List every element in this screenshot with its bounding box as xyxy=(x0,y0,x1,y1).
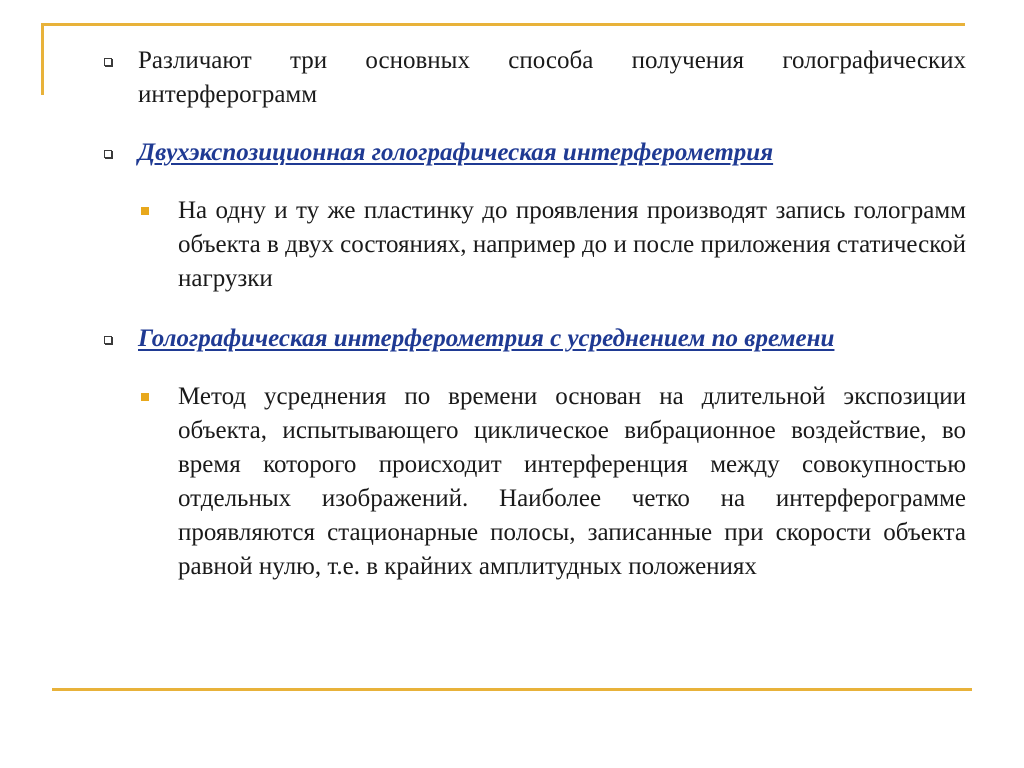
section-1-heading-link[interactable]: Двухэкспозиционная голографическая интерферометрия xyxy=(138,139,774,166)
section-2-heading-link[interactable]: Голографическая интерферометрия с усреднением по времени xyxy=(138,325,835,352)
section-1-heading-item xyxy=(100,136,966,170)
frame-bottom-rule xyxy=(52,688,972,691)
square-filled-bullet-icon xyxy=(141,207,149,215)
frame-top-rule xyxy=(41,23,965,26)
intro-item xyxy=(100,44,966,112)
slide-content xyxy=(100,44,966,584)
section-1-body-item xyxy=(100,194,966,296)
square-outline-bullet-icon xyxy=(104,150,112,158)
section-1-body-text: На одну и ту же пластинку до проявления производят запись голограмм объекта в двух состояниях, например до и после приложения статической нагрузки xyxy=(178,197,966,292)
section-2-heading-item xyxy=(100,322,966,356)
frame-left-rule xyxy=(41,23,44,95)
section-2-body-item xyxy=(100,380,966,584)
square-outline-bullet-icon xyxy=(104,336,112,344)
section-2-body-text: Метод усреднения по времени основан на длительной экспозиции объекта, испытывающего циклическое вибрационное воздействие, во время которого происходит интерференция между совокупностью отдельных изображений. Наиболее четко на интерферограмме проявляются стационарные полосы, записанные при скорости объекта равной нулю, т.е. в крайних амплитудных положениях xyxy=(178,383,966,580)
square-filled-bullet-icon xyxy=(141,393,149,401)
intro-text: Различают три основных способа получения голографических интерферограмм xyxy=(138,47,966,108)
square-outline-bullet-icon xyxy=(104,58,112,66)
